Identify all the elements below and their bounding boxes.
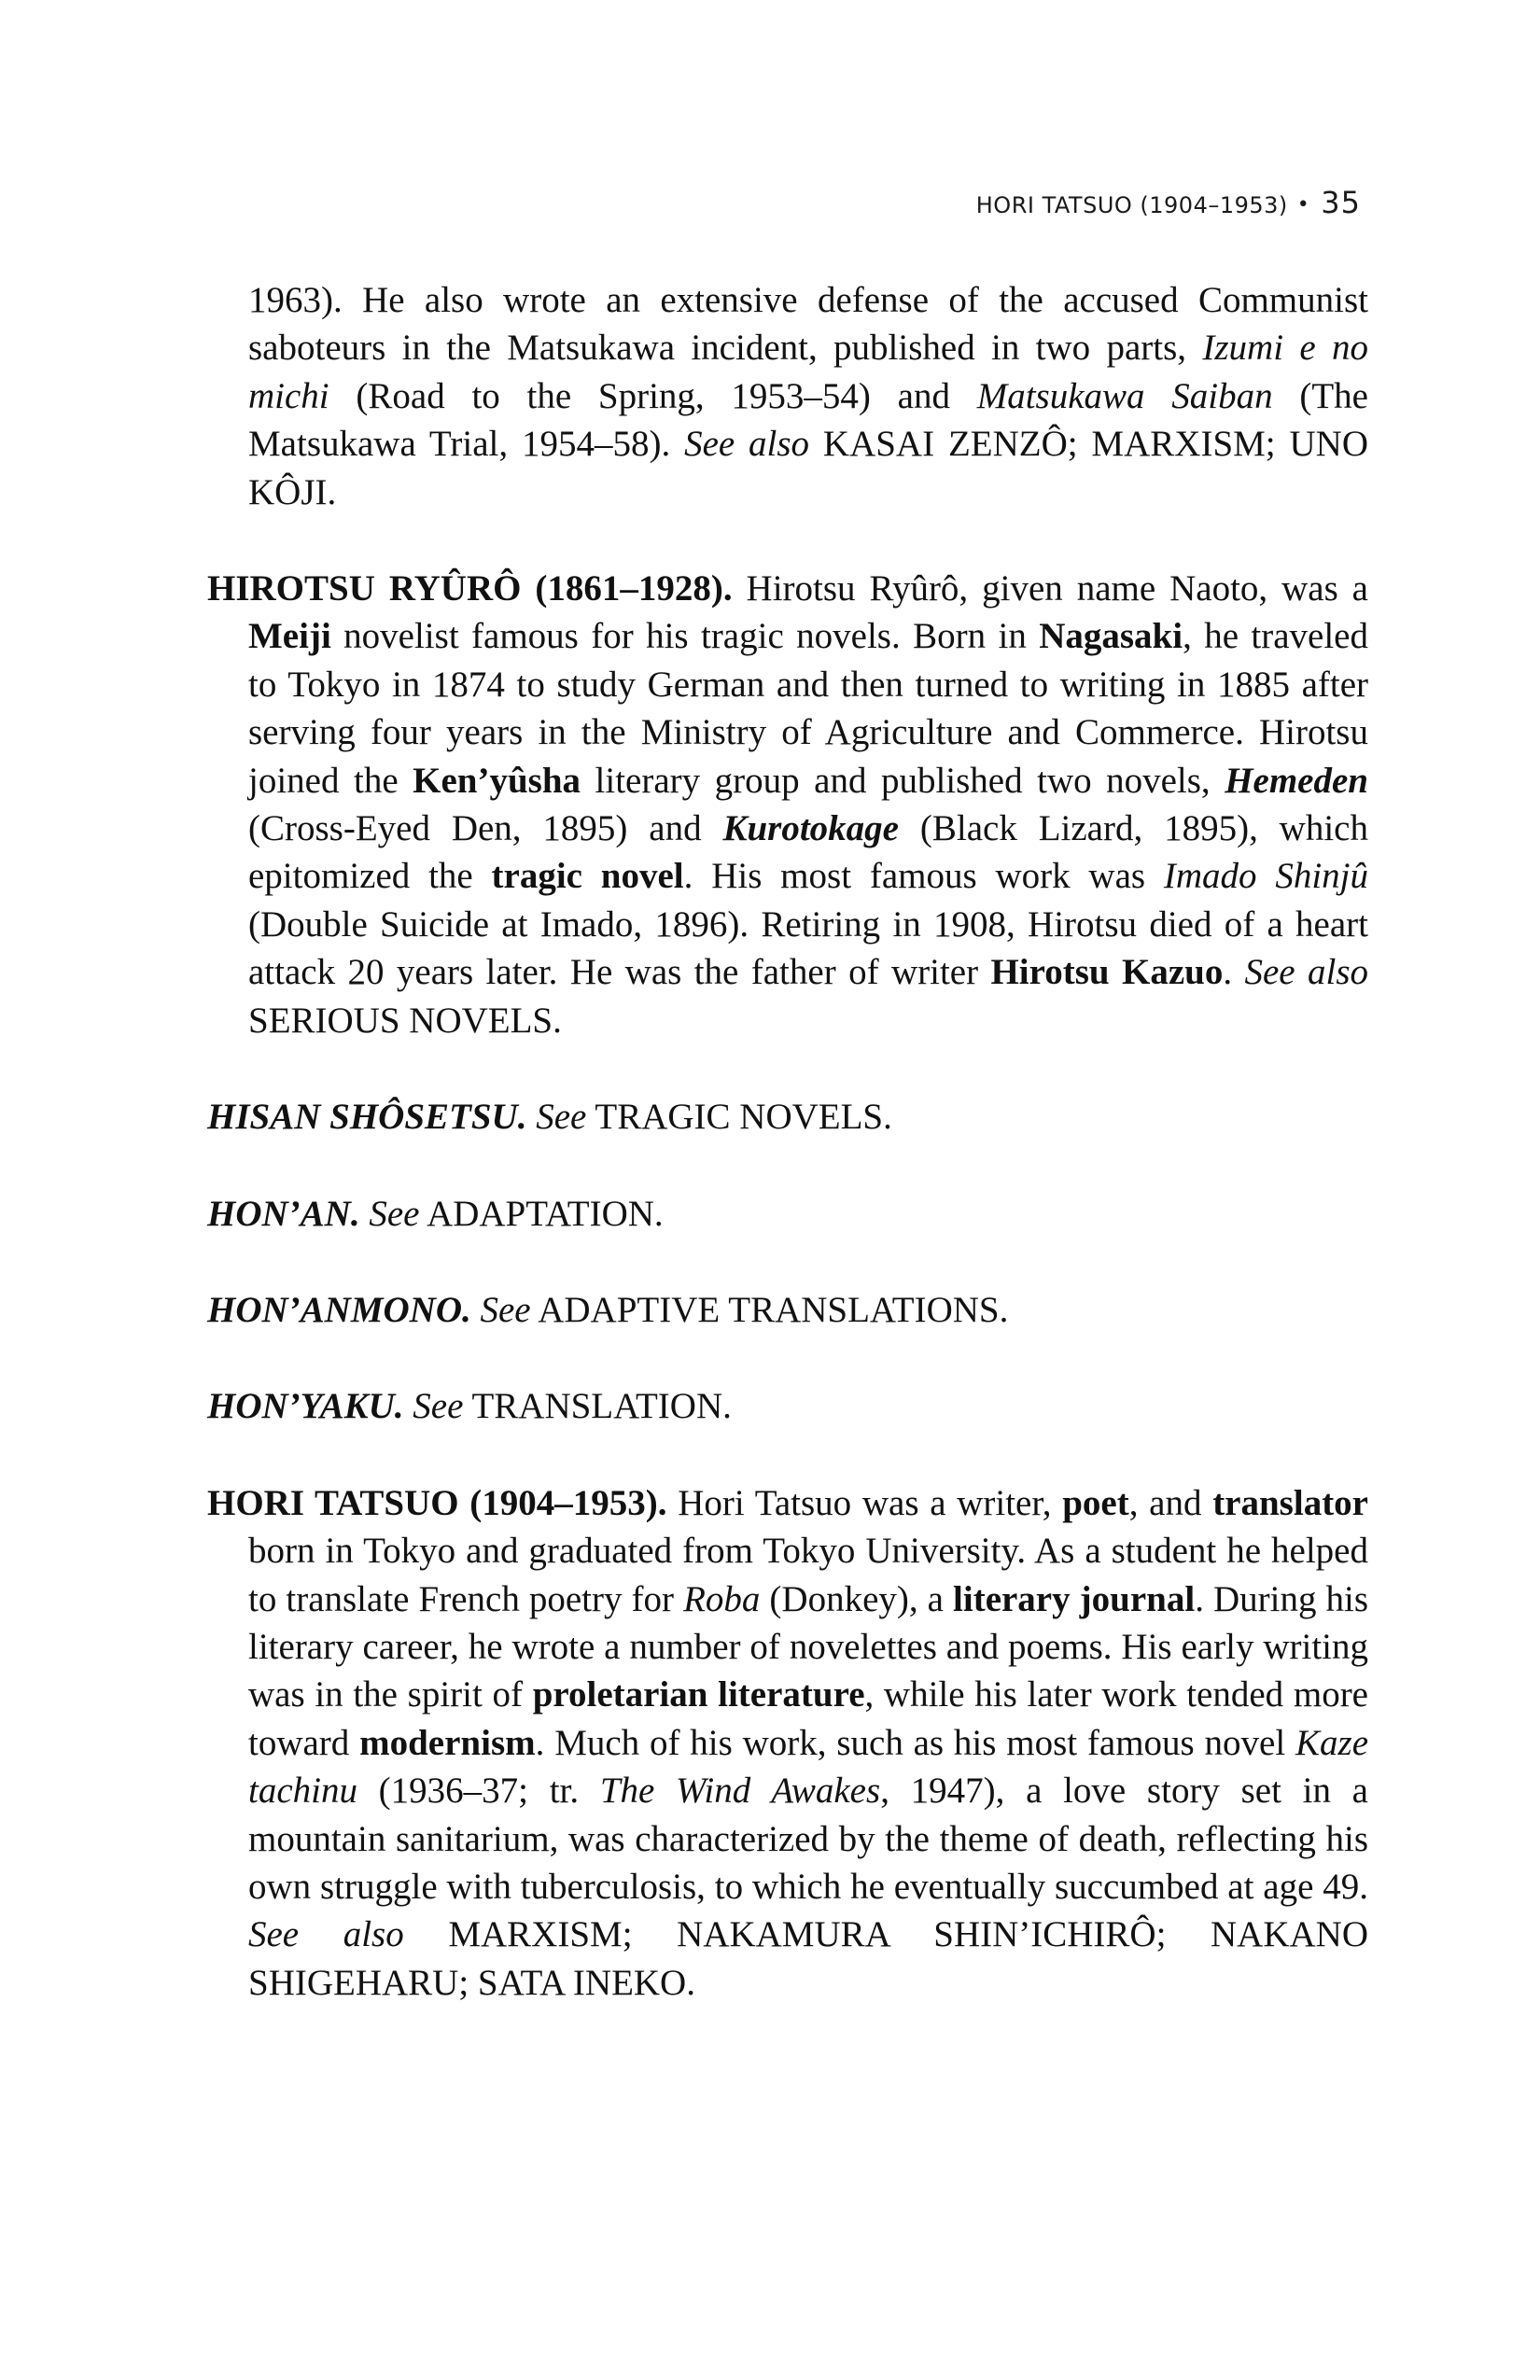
cross-ref-term: translator — [1212, 1482, 1368, 1523]
work-title: Roba — [683, 1578, 761, 1619]
page-body — [207, 276, 1368, 2055]
entry-text: (Road to the Spring, 1953–54) and — [329, 375, 977, 416]
entry-hisan-shosetsu — [207, 1093, 1368, 1141]
entry-text: novelist famous for his tragic novels. Born in — [330, 616, 1040, 657]
entry-headword: HON’YAKU. — [207, 1386, 404, 1427]
work-title-crossref: Hemeden — [1225, 760, 1368, 801]
entry-text: (Donkey), a — [760, 1578, 954, 1619]
see-target: ADAPTATION. — [419, 1193, 664, 1234]
entry-hori-tatsuo — [207, 1479, 1368, 2007]
entry-text: literary group and published two novels, — [581, 760, 1225, 801]
entry-text: Hirotsu Ryûrô, given name Naoto, was a — [732, 568, 1368, 609]
cross-ref-term: Ken’yûsha — [413, 760, 581, 801]
entry-text: born in Tokyo and graduated from Tokyo University. As a student he helped to translate French poetry for — [248, 1531, 1368, 1619]
entry-text: . — [1223, 952, 1245, 993]
cross-ref-term: Hirotsu Kazuo — [990, 952, 1224, 993]
entry-headword: HIROTSU RYÛRÔ (1861–1928). — [207, 568, 733, 609]
entry-text: . His most famous work was — [683, 856, 1164, 897]
see-label: See — [369, 1193, 420, 1234]
work-title-crossref: Kurotokage — [722, 808, 899, 849]
see-target: TRAGIC NOVELS. — [586, 1097, 892, 1138]
entry-text: (Black Lizard, 1895), which epitomized the — [248, 808, 1368, 897]
cross-ref-term: Meiji — [248, 616, 331, 657]
entry-text: , he traveled to Tokyo in 1874 to study German and then turned to writing in 1885 after serving four years in the Ministry of Agriculture and Commerce. Hirotsu joined the — [248, 616, 1368, 801]
see-also-targets: KASAI ZENZÔ; MARXISM; UNO KÔJI. — [248, 424, 1368, 512]
entry-headword: HON’ANMONO. — [207, 1289, 471, 1330]
entry-text: 1963). He also wrote an extensive defense of the accused Communist saboteurs in the Matsukawa incident, published in two parts, — [248, 280, 1368, 369]
entry-text: , while his later work tended more toward — [248, 1674, 1368, 1763]
see-label: See — [413, 1386, 464, 1427]
work-title: Kaze tachinu — [248, 1722, 1368, 1812]
entry-headword: HORI TATSUO (1904–1953). — [207, 1482, 667, 1523]
see-also-targets: SERIOUS NOVELS. — [248, 1000, 562, 1041]
cross-ref-term: tragic novel — [491, 856, 684, 897]
cross-ref-term: Nagasaki — [1039, 616, 1183, 657]
entry-text: . During his literary career, he wrote a number of novelettes and poems. His early writing was in the spirit of — [248, 1578, 1369, 1715]
see-also-label: See also — [684, 424, 810, 465]
cross-ref-term: literary journal — [953, 1578, 1196, 1619]
entry-text: (Double Suicide at Imado, 1896). Retiring in 1908, Hirotsu died of a heart attack 20 years later. He was the father of writer — [248, 903, 1368, 993]
entry-text: , 1947), a love story set in a mountain sanitarium, was characterized by the theme of death, reflecting his own struggle with tuberculosis, to which he eventually succumbed at age 49. — [248, 1771, 1368, 1907]
entry-honyaku — [207, 1382, 1368, 1430]
entry-hirotsu-ryuro — [207, 565, 1368, 1044]
entry-text: (The Matsukawa Trial, 1954–58). — [248, 375, 1368, 465]
cross-ref-term: proletarian literature — [532, 1674, 865, 1715]
page-number: 35 — [1321, 185, 1361, 220]
see-target: ADAPTIVE TRANSLATIONS. — [530, 1289, 1009, 1330]
running-head — [976, 185, 1361, 220]
bullet-separator: • — [1296, 193, 1310, 217]
cross-ref-term: poet — [1062, 1482, 1129, 1523]
see-also-targets: MARXISM; NAKAMURA SHIN’ICHIRÔ; NAKANO SHIGEHARU; SATA INEKO. — [248, 1914, 1368, 2003]
work-title: Imado Shinjû — [1163, 856, 1369, 897]
entry-headword: HON’AN. — [207, 1193, 360, 1234]
entry-headword: HISAN SHÔSETSU. — [207, 1097, 527, 1138]
entry-honan — [207, 1190, 1368, 1238]
entry-honanmono — [207, 1286, 1368, 1334]
see-target: TRANSLATION. — [463, 1386, 732, 1427]
entry-text: (Cross-Eyed Den, 1895) and — [248, 808, 723, 849]
entry-text: , and — [1128, 1482, 1213, 1523]
running-head-title: HORI TATSUO (1904–1953) — [975, 192, 1288, 218]
entry-text: . Much of his work, such as his most famous novel — [535, 1722, 1295, 1763]
continued-entry — [207, 276, 1368, 516]
work-title: Matsukawa Saiban — [976, 375, 1273, 416]
see-label: See — [536, 1097, 587, 1138]
entry-text: Hori Tatsuo was a writer, — [666, 1482, 1063, 1523]
work-title: Izumi e no michi — [248, 328, 1368, 416]
cross-ref-term: modernism — [359, 1722, 536, 1763]
work-title: The Wind Awakes — [599, 1771, 881, 1812]
see-label: See — [480, 1289, 531, 1330]
see-also-label: See also — [1244, 952, 1368, 993]
entry-text: (1936–37; tr. — [357, 1771, 600, 1812]
see-also-label: See also — [248, 1914, 404, 1955]
